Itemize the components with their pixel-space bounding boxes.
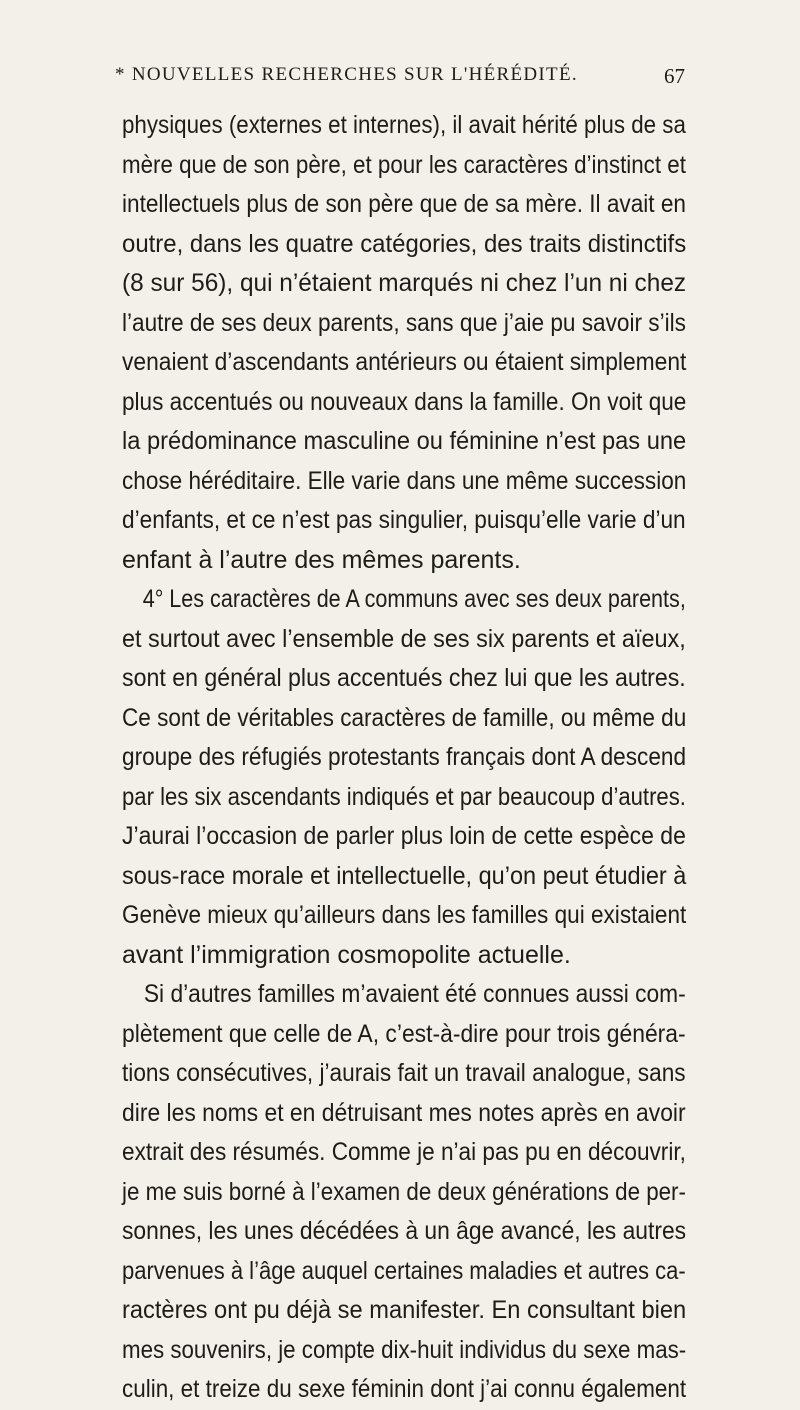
running-head	[115, 64, 685, 94]
text-line: (8 sur 56), qui n’étaient marqués ni chez l’un ni chez	[122, 269, 687, 297]
text-line: ractères ont pu déjà se manifester. En consultant bien	[122, 1296, 687, 1324]
text-line: je me suis borné à l’examen de deux générations de per-	[122, 1177, 686, 1206]
text-line: extrait des résumés. Comme je n’ai pas pu en découvrir,	[122, 1138, 686, 1166]
text-line: parvenues à l’âge auquel certaines maladies et autres ca-	[122, 1256, 686, 1285]
text-line: 4° Les caractères de A communs avec ses deux parents,	[142, 585, 686, 613]
text-line: J’aurai l’occasion de parler plus loin de cette espèce de	[122, 822, 686, 850]
text-line: sont en général plus accentués chez lui que les autres.	[122, 664, 686, 692]
body-text	[122, 106, 686, 1410]
text-line: la prédominance masculine ou féminine n’est pas une	[122, 427, 687, 455]
text-line: Ce sont de véritables caractères de famille, ou même du	[122, 703, 687, 732]
text-line: groupe des réfugiés protestants français dont A descend	[122, 743, 687, 771]
text-line: mère que de son père, et pour les caractères d’instinct et	[122, 150, 686, 179]
running-head-title: * NOUVELLES RECHERCHES SUR L'HÉRÉDITÉ.	[115, 64, 578, 85]
text-line: plus accentués ou nouveaux dans la famille. On voit que	[122, 387, 687, 416]
text-line: enfant à l’autre des mêmes parents.	[122, 545, 521, 574]
text-line: sous-race morale et intellectuelle, qu’on peut étudier à	[122, 861, 687, 890]
text-line: mes souvenirs, je compte dix-huit individus du sexe mas-	[122, 1335, 687, 1364]
text-line: avant l’immigration cosmopolite actuelle.	[122, 940, 571, 969]
text-line: plètement que celle de A, c’est-à-dire pour trois généra-	[122, 1019, 686, 1048]
text-line: sonnes, les unes décédées à un âge avancé, les autres	[122, 1217, 687, 1245]
text-line: d’enfants, et ce n’est pas singulier, puisqu’elle varie d’un	[122, 506, 686, 534]
text-line: chose héréditaire. Elle varie dans une même succession	[122, 466, 687, 495]
text-line: par les six ascendants indiqués et par beaucoup d’autres.	[122, 782, 686, 811]
text-line: dire les noms et en détruisant mes notes après en avoir	[122, 1098, 686, 1127]
text-line: physiques (externes et internes), il avait hérité plus de sa	[122, 111, 686, 139]
text-line: tions consécutives, j’aurais fait un travail analogue, sans	[122, 1059, 686, 1087]
text-line: l’autre de ses deux parents, sans que j’aie pu savoir s’ils	[122, 308, 686, 337]
text-line: Si d’autres familles m’avaient été connues aussi com-	[143, 980, 686, 1008]
text-line: Genève mieux qu’ailleurs dans les familles qui existaient	[122, 901, 687, 929]
text-line: culin, et treize du sexe féminin dont j’ai connu également	[122, 1375, 687, 1403]
page-number: 67	[664, 64, 685, 88]
text-line: venaient d’ascendants antérieurs ou étaient simplement	[122, 348, 687, 376]
text-line: outre, dans les quatre catégories, des traits distinctifs	[122, 229, 687, 258]
text-line: et surtout avec l’ensemble de ses six parents et aïeux,	[122, 624, 686, 653]
text-line: intellectuels plus de son père que de sa mère. Il avait en	[122, 190, 686, 218]
